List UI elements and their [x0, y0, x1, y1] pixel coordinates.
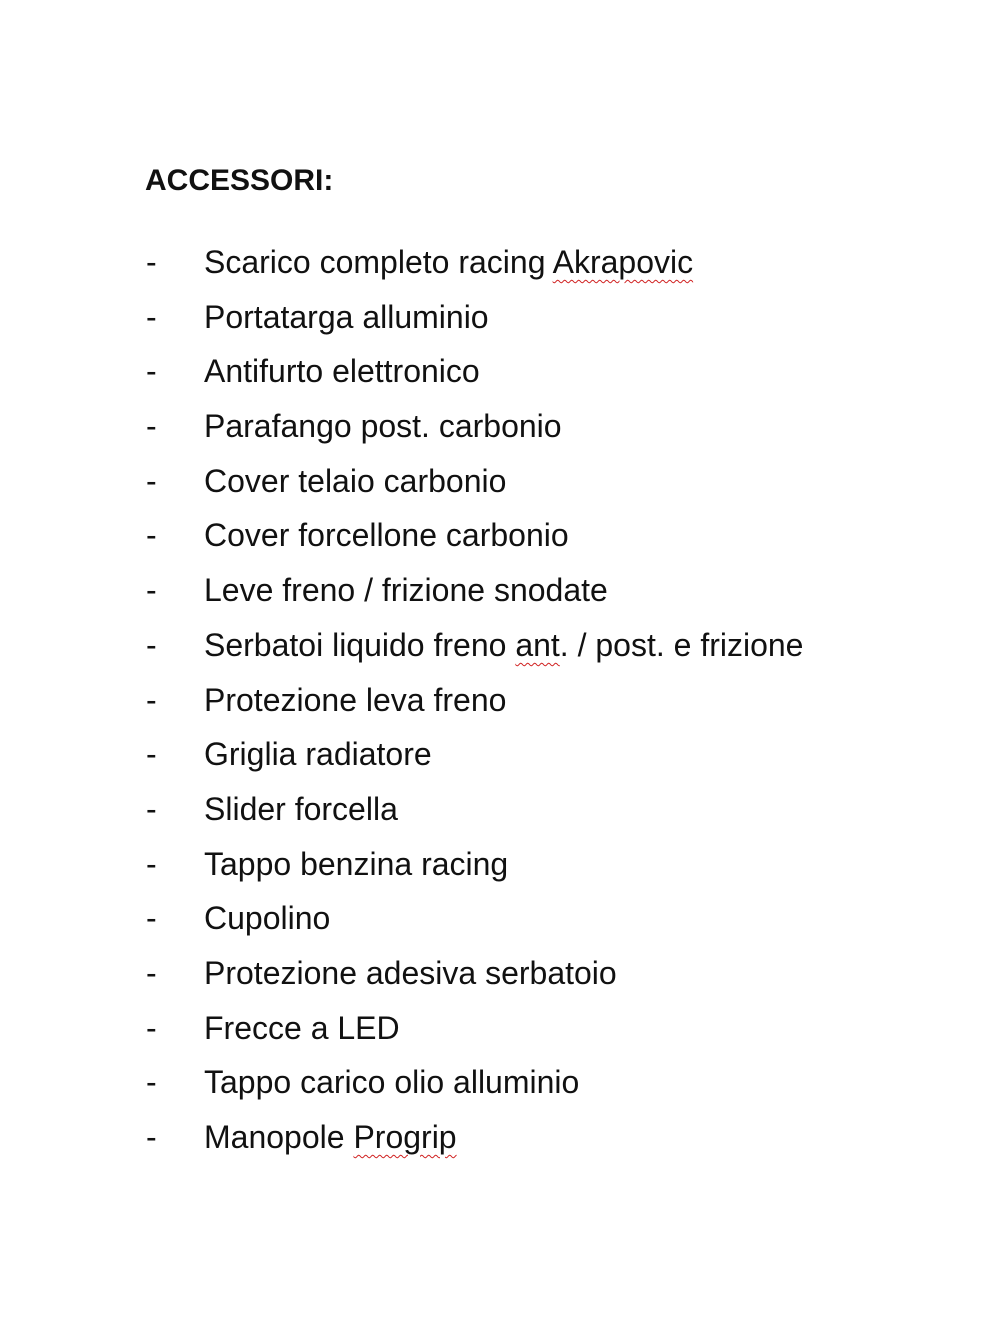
text-segment: Manopole	[204, 1119, 354, 1155]
list-item-text	[204, 787, 398, 831]
list-item-text	[204, 404, 562, 448]
list-item	[0, 842, 1000, 897]
text-segment: Cover telaio carbonio	[204, 462, 507, 499]
bullet-dash: -	[146, 954, 157, 991]
text-segment: . / post. e frizione	[559, 626, 804, 663]
bullet-dash: -	[146, 462, 157, 499]
bullet-dash: -	[146, 298, 157, 335]
list-item	[0, 240, 1000, 295]
list-item	[0, 459, 1000, 514]
text-segment: Antifurto elettronico	[204, 353, 480, 390]
list-item-text	[204, 568, 608, 612]
list-item	[0, 295, 1000, 350]
bullet-dash: -	[146, 1009, 157, 1046]
text-segment: Leve freno / frizione snodate	[204, 572, 608, 609]
list-item-text	[204, 896, 330, 940]
text-segment: Protezione leva freno	[204, 681, 507, 718]
bullet-dash: -	[146, 353, 157, 390]
list-item	[0, 678, 1000, 733]
bullet-dash: -	[146, 408, 157, 445]
list-item-text	[204, 842, 508, 886]
list-item	[0, 1115, 1000, 1170]
bullet-dash: -	[146, 790, 157, 827]
spellcheck-flagged-word: Progrip	[353, 1119, 457, 1155]
bullet-dash: -	[146, 626, 157, 663]
list-item-text	[204, 459, 506, 503]
list-item-text	[204, 240, 693, 284]
text-segment: Griglia radiatore	[204, 736, 432, 773]
list-item-text	[204, 1006, 400, 1050]
list-item	[0, 513, 1000, 568]
list-item	[0, 787, 1000, 842]
list-item	[0, 404, 1000, 459]
list-item	[0, 349, 1000, 404]
spellcheck-flagged-word: Akrapovic	[552, 244, 694, 280]
list-item	[0, 732, 1000, 787]
spellcheck-flagged-word: ant	[515, 626, 560, 663]
text-segment: Cupolino	[204, 900, 331, 937]
bullet-dash: -	[146, 736, 157, 773]
list-item	[0, 568, 1000, 623]
bullet-dash: -	[146, 845, 157, 882]
bullet-dash: -	[146, 572, 157, 609]
bullet-dash: -	[146, 1119, 157, 1155]
text-segment: Tappo benzina racing	[204, 845, 509, 882]
list-item-text	[204, 623, 803, 667]
text-segment: Serbatoi liquido freno	[204, 626, 516, 663]
list-item-text	[204, 732, 432, 776]
list-item	[0, 951, 1000, 1006]
list-item-text	[204, 513, 569, 557]
text-segment: Slider forcella	[204, 790, 398, 827]
list-item-text	[204, 1115, 457, 1159]
bullet-dash: -	[146, 244, 157, 280]
accessories-list	[0, 240, 1000, 1170]
list-item	[0, 1006, 1000, 1061]
document-heading: ACCESSORI:	[145, 164, 334, 197]
list-item-text	[204, 1060, 579, 1104]
bullet-dash: -	[146, 681, 157, 718]
text-segment: Scarico completo racing	[204, 244, 553, 280]
list-item-text	[204, 678, 506, 722]
text-segment: Tappo carico olio alluminio	[204, 1064, 580, 1101]
bullet-dash: -	[146, 1064, 157, 1101]
list-item	[0, 896, 1000, 951]
text-segment: Portatarga alluminio	[204, 298, 489, 335]
list-item-text	[204, 349, 480, 393]
bullet-dash: -	[146, 900, 157, 937]
list-item-text	[204, 295, 489, 339]
text-segment: Parafango post. carbonio	[204, 408, 562, 445]
text-segment: Frecce a LED	[204, 1009, 400, 1046]
list-item	[0, 1060, 1000, 1115]
list-item-text	[204, 951, 617, 995]
text-segment: Cover forcellone carbonio	[204, 517, 569, 554]
bullet-dash: -	[146, 517, 157, 554]
list-item	[0, 623, 1000, 678]
text-segment: Protezione adesiva serbatoio	[204, 954, 617, 991]
